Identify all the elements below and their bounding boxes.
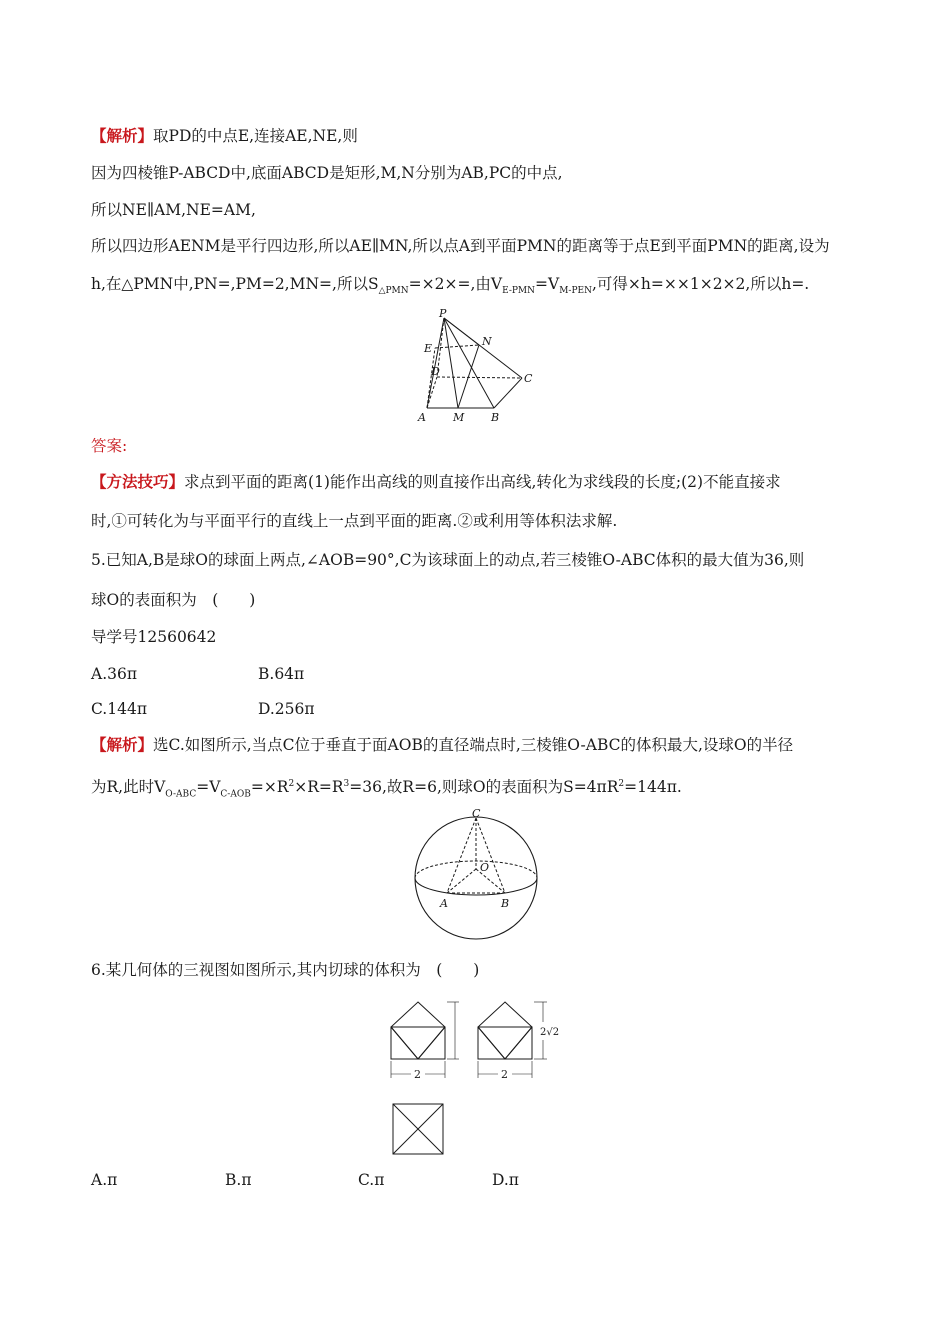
option-b: B.π bbox=[225, 1171, 252, 1189]
solution-4-line-1 bbox=[91, 126, 358, 146]
label-m: M bbox=[453, 411, 465, 424]
method-tag: 【方法技巧】 bbox=[91, 472, 185, 491]
subscript: M-PEN bbox=[559, 286, 592, 297]
option-a: A.π bbox=[91, 1171, 118, 1189]
solution-5-line-1 bbox=[91, 735, 793, 755]
subscript: C-AOB bbox=[220, 789, 251, 800]
text-fragment: =V bbox=[535, 275, 560, 293]
method-line-1 bbox=[91, 472, 781, 492]
label-o: O bbox=[480, 861, 490, 874]
sphere-figure bbox=[410, 808, 550, 943]
label-e: E bbox=[424, 342, 433, 355]
text-fragment: ×R=R bbox=[294, 778, 344, 797]
question-5-line-2: 球O的表面积为 ( ) bbox=[91, 591, 256, 609]
label-a: A bbox=[440, 897, 448, 910]
label-b: B bbox=[491, 411, 500, 424]
text-fragment: =36,故R=6,则球O的表面积为S=4πR bbox=[349, 778, 619, 797]
solution-4-line-5 bbox=[91, 274, 809, 301]
option-d: D.256π bbox=[258, 700, 315, 718]
label-b: B bbox=[501, 897, 510, 910]
dim-front: 2 bbox=[414, 1068, 421, 1081]
label-c: C bbox=[524, 372, 533, 385]
label-a: A bbox=[418, 411, 426, 424]
three-views-figure bbox=[385, 998, 575, 1158]
superscript: 2 bbox=[618, 779, 625, 789]
analysis-tag: 【解析】 bbox=[91, 735, 154, 754]
guide-number: 导学号12560642 bbox=[91, 628, 217, 646]
superscript: 2 bbox=[288, 779, 295, 789]
subscript: O-ABC bbox=[165, 789, 197, 800]
option-c: C.144π bbox=[91, 700, 148, 718]
solution-text: 取PD的中点E,连接AE,NE,则 bbox=[153, 127, 358, 145]
label-p: P bbox=[439, 307, 447, 320]
question-5-line-1: 5.已知A,B是球O的球面上两点,∠AOB=90°,C为该球面上的动点,若三棱锥O-ABC体积的最大值为36,则 bbox=[91, 551, 805, 569]
text-fragment: 为R,此时V bbox=[91, 778, 166, 797]
solution-text: 选C.如图所示,当点C位于垂直于面AOB的直径端点时,三棱锥O-ABC的体积最大,设球O的半径 bbox=[153, 736, 794, 754]
question-6-line-1: 6.某几何体的三视图如图所示,其内切球的体积为 ( ) bbox=[91, 961, 480, 979]
superscript: 3 bbox=[343, 779, 350, 789]
label-n: N bbox=[482, 335, 492, 348]
method-text: 求点到平面的距离(1)能作出高线的则直接作出高线,转化为求线段的长度;(2)不能直接求 bbox=[184, 473, 781, 491]
text-fragment: =144π. bbox=[624, 778, 682, 797]
method-line-2: 时,①可转化为与平面平行的直线上一点到平面的距离.②或利用等体积法求解. bbox=[91, 512, 618, 530]
text-fragment: =×R bbox=[250, 778, 289, 797]
dim-side: 2 bbox=[501, 1068, 508, 1081]
text-fragment: =×2×=,由V bbox=[408, 275, 503, 293]
solution-4-line-2: 因为四棱锥P-ABCD中,底面ABCD是矩形,M,N分别为AB,PC的中点, bbox=[91, 164, 563, 182]
subscript: △PMN bbox=[378, 286, 409, 297]
pyramid-figure bbox=[415, 308, 545, 430]
option-c: C.π bbox=[358, 1171, 385, 1189]
option-a: A.36π bbox=[91, 665, 138, 683]
solution-4-line-3: 所以NE∥AM,NE=AM, bbox=[91, 201, 256, 219]
label-d: D bbox=[431, 365, 440, 378]
label-c: C bbox=[472, 807, 481, 820]
solution-5-line-2 bbox=[91, 774, 682, 804]
answer-label: 答案: bbox=[91, 437, 128, 455]
subscript: E-PMN bbox=[502, 286, 536, 297]
option-d: D.π bbox=[492, 1171, 519, 1189]
option-b: B.64π bbox=[258, 665, 305, 683]
dim-height: 2√2 bbox=[540, 1027, 560, 1038]
text-fragment: h,在△PMN中,PN=,PM=2,MN=,所以S bbox=[91, 275, 379, 293]
solution-4-line-4: 所以四边形AENM是平行四边形,所以AE∥MN,所以点A到平面PMN的距离等于点E到平面PMN的距离,设为 bbox=[91, 237, 830, 255]
text-fragment: ,可得×h=××1×2×2,所以h=. bbox=[591, 275, 810, 293]
text-fragment: =V bbox=[196, 778, 221, 797]
analysis-tag: 【解析】 bbox=[91, 126, 154, 145]
